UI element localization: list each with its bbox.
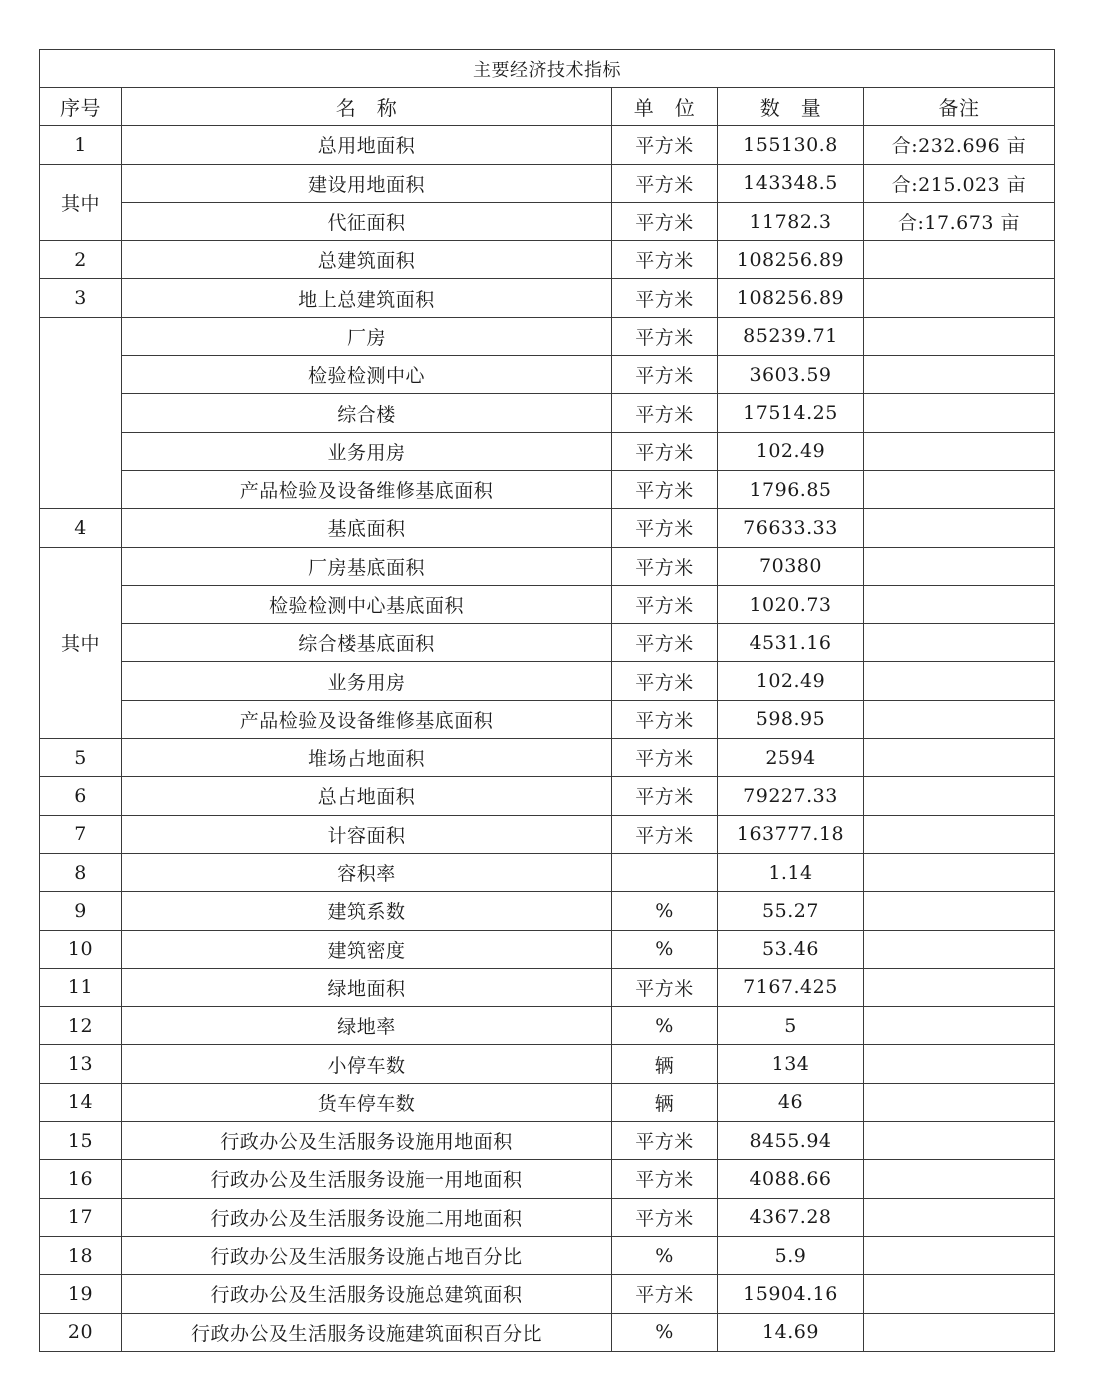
table-row — [40, 509, 1055, 547]
cell-name: 计容面积 — [122, 815, 612, 853]
cell-seq: 17 — [40, 1198, 122, 1236]
table-row — [40, 1236, 1055, 1274]
cell-seq: 4 — [40, 509, 122, 547]
cell-seq: 14 — [40, 1083, 122, 1121]
cell-remark — [864, 1275, 1055, 1313]
table-row — [40, 1160, 1055, 1198]
cell-qty: 155130.8 — [718, 126, 864, 164]
cell-remark: 合:17.673 亩 — [864, 202, 1055, 240]
table-row — [40, 394, 1055, 432]
table-row — [40, 279, 1055, 317]
cell-name: 检验检测中心基底面积 — [122, 585, 612, 623]
cell-name: 总占地面积 — [122, 777, 612, 815]
table-row — [40, 1083, 1055, 1121]
cell-seq: 1 — [40, 126, 122, 164]
table-row — [40, 892, 1055, 930]
cell-unit: 辆 — [612, 1045, 718, 1083]
cell-unit: 平方米 — [612, 432, 718, 470]
cell-name: 代征面积 — [122, 202, 612, 240]
cell-qty: 17514.25 — [718, 394, 864, 432]
cell-name: 产品检验及设备维修基底面积 — [122, 470, 612, 508]
cell-name: 业务用房 — [122, 432, 612, 470]
table-row — [40, 739, 1055, 777]
cell-qty: 4531.16 — [718, 624, 864, 662]
table-row — [40, 662, 1055, 700]
table-row — [40, 470, 1055, 508]
cell-remark — [864, 739, 1055, 777]
cell-remark — [864, 815, 1055, 853]
cell-remark — [864, 1083, 1055, 1121]
cell-seq: 9 — [40, 892, 122, 930]
cell-seq: 2 — [40, 241, 122, 279]
cell-remark — [864, 777, 1055, 815]
table-row — [40, 1122, 1055, 1160]
cell-unit: 平方米 — [612, 279, 718, 317]
cell-qty: 1.14 — [718, 853, 864, 891]
cell-qty: 143348.5 — [718, 164, 864, 202]
table-row — [40, 815, 1055, 853]
table-row — [40, 930, 1055, 968]
table-row — [40, 1198, 1055, 1236]
cell-unit: % — [612, 930, 718, 968]
cell-unit: 平方米 — [612, 356, 718, 394]
cell-seq: 15 — [40, 1122, 122, 1160]
cell-name: 行政办公及生活服务设施总建筑面积 — [122, 1275, 612, 1313]
cell-name: 综合楼 — [122, 394, 612, 432]
cell-seq: 10 — [40, 930, 122, 968]
cell-qty: 53.46 — [718, 930, 864, 968]
cell-remark — [864, 853, 1055, 891]
cell-remark — [864, 1313, 1055, 1351]
cell-qty: 5.9 — [718, 1236, 864, 1274]
table-title-row — [40, 50, 1055, 88]
table-row — [40, 432, 1055, 470]
cell-remark — [864, 662, 1055, 700]
cell-unit: 平方米 — [612, 1122, 718, 1160]
table-row — [40, 1313, 1055, 1351]
table-row — [40, 968, 1055, 1006]
cell-unit: 平方米 — [612, 585, 718, 623]
table-row — [40, 1007, 1055, 1045]
header-seq: 序号 — [40, 88, 122, 126]
cell-qty: 85239.71 — [718, 317, 864, 355]
cell-unit: 平方米 — [612, 662, 718, 700]
cell-remark — [864, 624, 1055, 662]
cell-qty: 1796.85 — [718, 470, 864, 508]
table-row — [40, 585, 1055, 623]
cell-remark — [864, 1045, 1055, 1083]
cell-unit: 辆 — [612, 1083, 718, 1121]
cell-unit: 平方米 — [612, 1275, 718, 1313]
cell-qty: 102.49 — [718, 662, 864, 700]
cell-name: 基底面积 — [122, 509, 612, 547]
cell-name: 行政办公及生活服务设施用地面积 — [122, 1122, 612, 1160]
cell-qty: 14.69 — [718, 1313, 864, 1351]
cell-name: 建筑密度 — [122, 930, 612, 968]
cell-qty: 46 — [718, 1083, 864, 1121]
cell-qty: 5 — [718, 1007, 864, 1045]
cell-unit: 平方米 — [612, 394, 718, 432]
group-label-cell: 其中 — [40, 164, 122, 241]
cell-unit: 平方米 — [612, 202, 718, 240]
cell-unit: 平方米 — [612, 317, 718, 355]
cell-qty: 102.49 — [718, 432, 864, 470]
cell-qty: 4088.66 — [718, 1160, 864, 1198]
table-row — [40, 700, 1055, 738]
cell-seq: 3 — [40, 279, 122, 317]
cell-name: 行政办公及生活服务设施一用地面积 — [122, 1160, 612, 1198]
cell-remark — [864, 1236, 1055, 1274]
cell-unit: % — [612, 1313, 718, 1351]
cell-qty: 598.95 — [718, 700, 864, 738]
cell-qty: 163777.18 — [718, 815, 864, 853]
cell-name: 综合楼基底面积 — [122, 624, 612, 662]
cell-unit: 平方米 — [612, 1198, 718, 1236]
cell-name: 货车停车数 — [122, 1083, 612, 1121]
cell-unit: 平方米 — [612, 1160, 718, 1198]
cell-remark — [864, 930, 1055, 968]
cell-name: 总用地面积 — [122, 126, 612, 164]
cell-unit: 平方米 — [612, 126, 718, 164]
cell-qty: 108256.89 — [718, 241, 864, 279]
cell-qty: 79227.33 — [718, 777, 864, 815]
cell-remark: 合:215.023 亩 — [864, 164, 1055, 202]
cell-qty: 4367.28 — [718, 1198, 864, 1236]
cell-unit: 平方米 — [612, 777, 718, 815]
cell-unit: 平方米 — [612, 470, 718, 508]
cell-name: 绿地率 — [122, 1007, 612, 1045]
table-row — [40, 624, 1055, 662]
table-row — [40, 356, 1055, 394]
cell-seq: 11 — [40, 968, 122, 1006]
group-label-cell: 其中 — [40, 547, 122, 738]
cell-seq: 12 — [40, 1007, 122, 1045]
cell-name: 厂房 — [122, 317, 612, 355]
blank-seq-cell — [40, 317, 122, 508]
cell-name: 建筑系数 — [122, 892, 612, 930]
cell-unit: 平方米 — [612, 739, 718, 777]
cell-remark — [864, 432, 1055, 470]
cell-seq: 7 — [40, 815, 122, 853]
cell-qty: 15904.16 — [718, 1275, 864, 1313]
cell-remark — [864, 892, 1055, 930]
cell-remark — [864, 317, 1055, 355]
table-row — [40, 241, 1055, 279]
cell-name: 产品检验及设备维修基底面积 — [122, 700, 612, 738]
cell-name: 小停车数 — [122, 1045, 612, 1083]
cell-remark — [864, 509, 1055, 547]
cell-unit: 平方米 — [612, 164, 718, 202]
cell-name: 容积率 — [122, 853, 612, 891]
cell-name: 厂房基底面积 — [122, 547, 612, 585]
cell-qty: 8455.94 — [718, 1122, 864, 1160]
header-remark: 备注 — [864, 88, 1055, 126]
cell-qty: 55.27 — [718, 892, 864, 930]
cell-qty: 76633.33 — [718, 509, 864, 547]
economic-indicators-table — [39, 49, 1055, 1352]
cell-name: 总建筑面积 — [122, 241, 612, 279]
cell-remark — [864, 356, 1055, 394]
table-header-row — [40, 88, 1055, 126]
table-row — [40, 1045, 1055, 1083]
cell-seq: 16 — [40, 1160, 122, 1198]
cell-remark — [864, 1122, 1055, 1160]
cell-unit: % — [612, 892, 718, 930]
cell-qty: 3603.59 — [718, 356, 864, 394]
cell-qty: 7167.425 — [718, 968, 864, 1006]
header-name: 名 称 — [122, 88, 612, 126]
cell-qty: 70380 — [718, 547, 864, 585]
cell-name: 绿地面积 — [122, 968, 612, 1006]
cell-remark — [864, 585, 1055, 623]
cell-name: 行政办公及生活服务设施建筑面积百分比 — [122, 1313, 612, 1351]
cell-remark — [864, 279, 1055, 317]
cell-unit: 平方米 — [612, 968, 718, 1006]
cell-remark — [864, 394, 1055, 432]
cell-name: 业务用房 — [122, 662, 612, 700]
header-unit: 单 位 — [612, 88, 718, 126]
cell-seq: 18 — [40, 1236, 122, 1274]
cell-seq: 6 — [40, 777, 122, 815]
cell-unit: 平方米 — [612, 509, 718, 547]
cell-seq: 8 — [40, 853, 122, 891]
table-row — [40, 202, 1055, 240]
cell-unit: % — [612, 1007, 718, 1045]
cell-remark — [864, 1160, 1055, 1198]
cell-unit: 平方米 — [612, 700, 718, 738]
table-row — [40, 317, 1055, 355]
table-row — [40, 126, 1055, 164]
cell-unit: % — [612, 1236, 718, 1274]
cell-remark — [864, 547, 1055, 585]
cell-seq: 20 — [40, 1313, 122, 1351]
cell-remark — [864, 700, 1055, 738]
cell-remark — [864, 1198, 1055, 1236]
cell-seq: 5 — [40, 739, 122, 777]
cell-name: 行政办公及生活服务设施二用地面积 — [122, 1198, 612, 1236]
cell-remark — [864, 968, 1055, 1006]
cell-name: 行政办公及生活服务设施占地百分比 — [122, 1236, 612, 1274]
cell-qty: 134 — [718, 1045, 864, 1083]
cell-remark — [864, 241, 1055, 279]
cell-seq: 13 — [40, 1045, 122, 1083]
table-title: 主要经济技术指标 — [40, 50, 1055, 88]
cell-remark: 合:232.696 亩 — [864, 126, 1055, 164]
cell-name: 建设用地面积 — [122, 164, 612, 202]
cell-qty: 1020.73 — [718, 585, 864, 623]
cell-qty: 2594 — [718, 739, 864, 777]
cell-name: 堆场占地面积 — [122, 739, 612, 777]
cell-unit: 平方米 — [612, 241, 718, 279]
cell-remark — [864, 470, 1055, 508]
cell-name: 地上总建筑面积 — [122, 279, 612, 317]
table-row — [40, 777, 1055, 815]
table-row — [40, 1275, 1055, 1313]
cell-qty: 108256.89 — [718, 279, 864, 317]
cell-unit: 平方米 — [612, 815, 718, 853]
cell-name: 检验检测中心 — [122, 356, 612, 394]
cell-remark — [864, 1007, 1055, 1045]
cell-qty: 11782.3 — [718, 202, 864, 240]
cell-unit — [612, 853, 718, 891]
table-row — [40, 164, 1055, 202]
cell-seq: 19 — [40, 1275, 122, 1313]
table-row — [40, 547, 1055, 585]
cell-unit: 平方米 — [612, 624, 718, 662]
header-qty: 数 量 — [718, 88, 864, 126]
table-row — [40, 853, 1055, 891]
cell-unit: 平方米 — [612, 547, 718, 585]
